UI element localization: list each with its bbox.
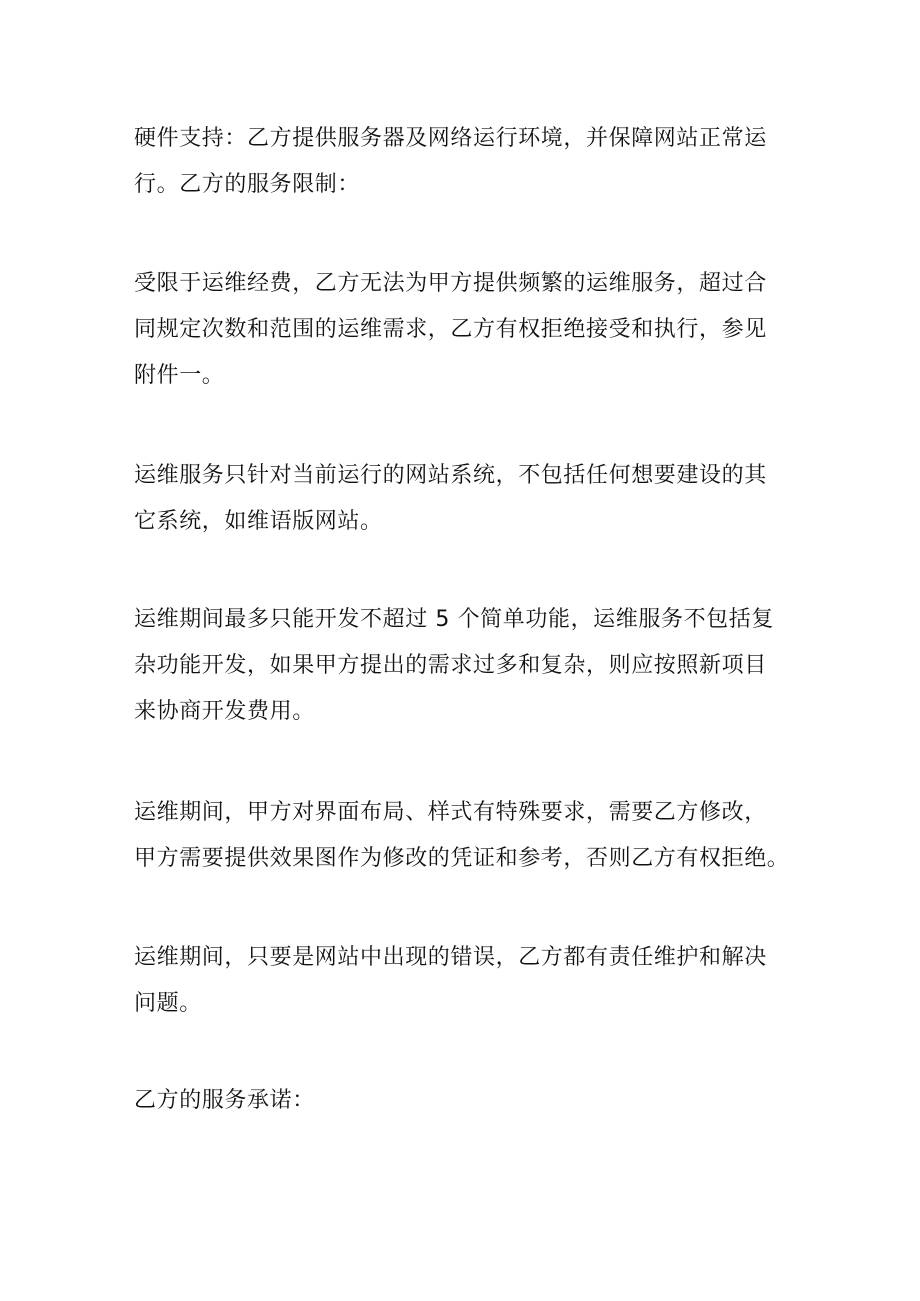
text-line: 硬件支持：乙方提供服务器及网络运行环境，并保障网站正常运 bbox=[134, 126, 767, 151]
paragraph-budget-limit bbox=[134, 261, 804, 399]
paragraph-scope bbox=[134, 453, 804, 545]
paragraph-ui-changes bbox=[134, 790, 804, 882]
text-line: 附件一。 bbox=[134, 363, 225, 388]
text-line: 运维期间，只要是网站中出现的错误，乙方都有责任维护和解决 bbox=[134, 945, 767, 970]
text-line: 它系统，如维语版网站。 bbox=[134, 509, 383, 534]
text-line: 运维服务只针对当前运行的网站系统，不包括任何想要建设的其 bbox=[134, 463, 767, 488]
text-line: 乙方的服务承诺： bbox=[134, 1088, 315, 1113]
text-line: 运维期间，甲方对界面布局、样式有特殊要求，需要乙方修改， bbox=[134, 800, 767, 825]
paragraph-hardware-support bbox=[134, 116, 804, 208]
text-line: 杂功能开发，如果甲方提出的需求过多和复杂，则应按照新项目 bbox=[134, 653, 767, 678]
text-line: 甲方需要提供效果图作为修改的凭证和参考，否则乙方有权拒绝。 bbox=[134, 846, 790, 871]
text-line: 同规定次数和范围的运维需求，乙方有权拒绝接受和执行，参见 bbox=[134, 317, 767, 342]
text-line: 问题。 bbox=[134, 991, 202, 1016]
text-line: 受限于运维经费，乙方无法为甲方提供频繁的运维服务，超过合 bbox=[134, 271, 767, 296]
paragraph-service-commitment-heading bbox=[134, 1078, 804, 1124]
text-line: 来协商开发费用。 bbox=[134, 699, 315, 724]
text-line: 行。乙方的服务限制： bbox=[134, 172, 361, 197]
paragraph-feature-limit bbox=[134, 597, 804, 735]
text-line: 运维期间最多只能开发不超过 5 个简单功能，运维服务不包括复 bbox=[134, 607, 774, 632]
paragraph-error-fixing bbox=[134, 935, 804, 1027]
